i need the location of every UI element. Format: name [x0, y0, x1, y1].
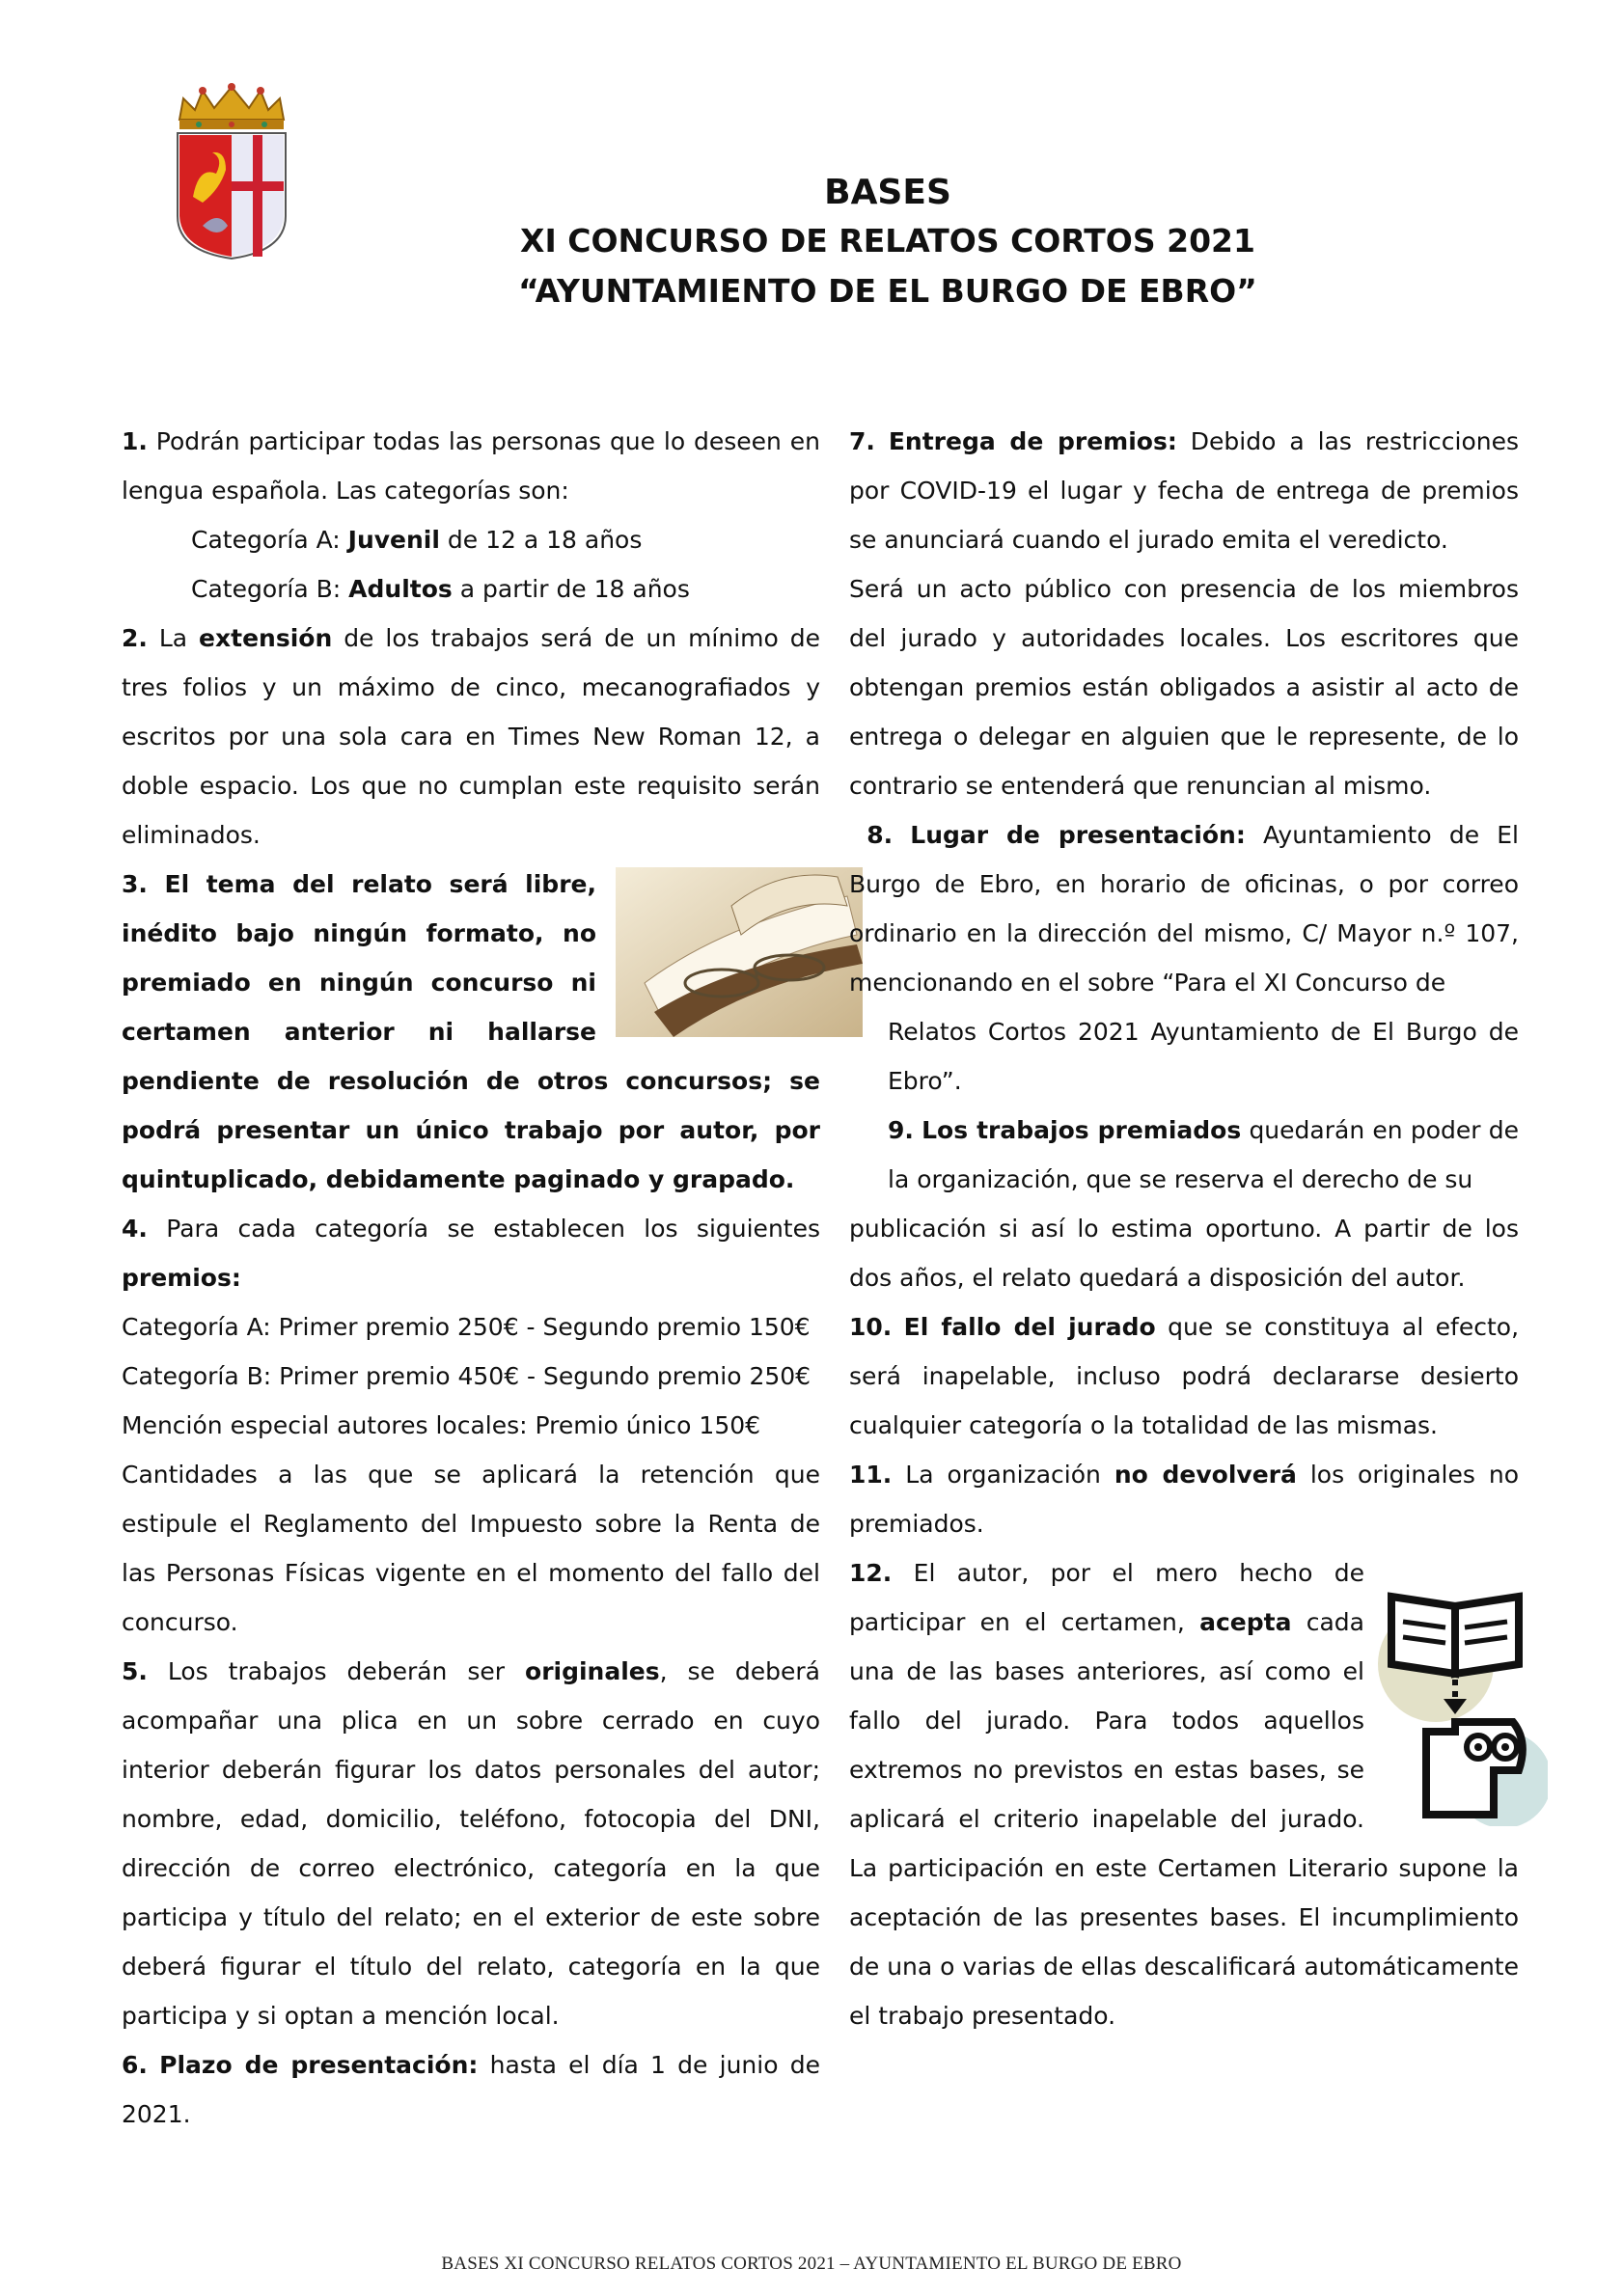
rule-text: Los trabajos deberán ser [167, 1657, 506, 1685]
left-column [122, 417, 820, 2139]
prize-category-a: Categoría A: Primer premio 250€ - Segundo premio 150€ [122, 1313, 811, 1341]
rule-text: Podrán participar todas las personas que lo deseen en lengua española. Las categorías son: [122, 427, 820, 505]
rule-5 [122, 1647, 820, 2040]
rule-number: 9. [888, 1116, 914, 1144]
rule-number: 1. [122, 427, 148, 455]
category-age: a partir de 18 años [459, 575, 690, 603]
coat-of-arms-logo [170, 81, 293, 262]
category-name: Juvenil [347, 526, 440, 554]
category-label: Categoría A: [191, 526, 341, 554]
organizer-title: “AYUNTAMIENTO DE EL BURGO DE EBRO” [518, 272, 1257, 310]
open-book-photo [616, 867, 863, 1037]
rule-10 [849, 1302, 1519, 1450]
rule-text: Para cada categoría se establecen los siguientes [166, 1215, 820, 1243]
rule-3 [122, 860, 820, 1204]
rule-text: Ayuntamiento de El Burgo de Ebro, en horario de oficinas, o por correo ordinario en la dirección del mismo, C/ Mayor n.º 107, mencionando en el sobre “Para el XI Concurso de [849, 821, 1519, 997]
rule-number: 8. [867, 821, 894, 849]
rule-keyword: extensión [199, 624, 333, 652]
rule-keyword: no devolverá [1114, 1461, 1297, 1489]
rule-text: que se constituya al efecto, será inapelable, incluso podrá declararse desierto cualquier categoría o la totalidad de las mismas. [849, 1313, 1520, 1439]
prize-category-b: Categoría B: Primer premio 450€ - Segundo premio 250€ [122, 1362, 812, 1390]
rule-keyword: El fallo del jurado [903, 1313, 1156, 1341]
rule-9-cont: publicación si así lo estima oportuno. A partir de los dos años, el relato quedará a disposición del autor. [849, 1215, 1519, 1292]
rule-keyword: Los trabajos premiados [922, 1116, 1242, 1144]
rule-text: de los trabajos será de un mínimo de tres folios y un máximo de cinco, mecanografiados y escritos por una sola cara en Times New Roman 12, a doble espacio. Los que no cumplan este requisito serán eliminados. [122, 624, 820, 849]
rule-number: 12. [849, 1559, 893, 1587]
category-b [122, 564, 820, 614]
rule-number: 6. [122, 2051, 148, 2079]
rule-number: 2. [122, 624, 148, 652]
category-label: Categoría B: [191, 575, 342, 603]
rule-1 [122, 417, 820, 515]
rule-text: hasta el día 1 de junio de 2021. [122, 2051, 820, 2128]
title-block [367, 170, 1409, 316]
rule-number: 4. [122, 1215, 148, 1243]
category-a [122, 515, 820, 564]
rule-text: La organización [905, 1461, 1101, 1489]
rule-text: quedarán en poder de la organización, que se reserva el derecho de su [888, 1116, 1519, 1193]
page-subtitle: XI CONCURSO DE RELATOS CORTOS 2021 [520, 222, 1255, 260]
rule-text: Debido a las restricciones por COVID-19 el lugar y fecha de entrega de premios se anunciará cuando el jurado emita el veredicto. [849, 427, 1519, 554]
rule-8 [849, 810, 1519, 1007]
rule-7-cont: Será un acto público con presencia de los miembros del jurado y autoridades locales. Los escritores que obtengan premios están obligados a asistir al acto de entrega o delegar en alguien que le represente, de lo contrario se entenderá que renuncian al mismo. [849, 575, 1519, 800]
rule-text: El autor, por el mero hecho de participar en el certamen, [849, 1559, 1364, 1636]
page-footer: BASES XI CONCURSO RELATOS CORTOS 2021 – AYUNTAMIENTO EL BURGO DE EBRO [441, 2254, 1182, 2274]
right-column [849, 417, 1519, 2040]
rule-2 [122, 614, 820, 860]
book-reader-icon [1378, 1568, 1548, 1826]
rule-7 [849, 417, 1519, 564]
rule-keyword: Lugar de presentación: [910, 821, 1246, 849]
rule-text: cada una de las bases anteriores, así como el fallo del jurado. Para todos aquellos extremos no previstos en estas bases, se aplicará el criterio inapelable del jurado. La participación en este Certamen Literario supone la aceptación de las presentes bases. El incumplimiento de una o varias de ellas descalificará automáticamente el trabajo presentado. [849, 1608, 1519, 2030]
rule-keyword: acepta [1199, 1608, 1292, 1636]
prize-local: Mención especial autores locales: Premio único 150€ [122, 1411, 761, 1439]
rule-text: La [158, 624, 188, 652]
rule-number: 7. [849, 427, 875, 455]
page-title: BASES [824, 173, 951, 212]
rule-4 [122, 1204, 820, 1302]
rule-text: los originales no premiados. [849, 1461, 1519, 1538]
rule-text: , se deberá acompañar una plica en un sobre cerrado en cuyo interior deberán figurar los datos personales del autor; nombre, edad, domicilio, teléfono, fotocopia del DNI, dirección de correo electrónico, categoría en la que participa y título del relato; en el exterior de este sobre deberá figurar el título del relato, categoría en la que participa y si optan a mención local. [122, 1657, 821, 2030]
category-name: Adultos [348, 575, 453, 603]
rule-keyword: premios: [122, 1264, 241, 1292]
rule-6 [122, 2040, 820, 2139]
rule-number: 5. [122, 1657, 148, 1685]
rule-number: 3. [122, 870, 148, 898]
tax-note: Cantidades a las que se aplicará la retención que estipule el Reglamento del Impuesto sobre la Renta de las Personas Físicas vigente en el momento del fallo del concurso. [122, 1461, 820, 1636]
rule-9 [888, 1106, 1519, 1204]
rule-text: El tema del relato será libre, inédito bajo ningún formato, no premiado en ningún concurso ni certamen anterior ni hallarse pendiente de resolución de otros concursos; se podrá presentar un único trabajo por autor, por quintuplicado, debidamente paginado y grapado. [122, 870, 820, 1193]
indented-block [849, 1007, 1519, 1204]
category-age: de 12 a 18 años [447, 526, 643, 554]
rule-keyword: Plazo de presentación: [159, 2051, 479, 2079]
rule-number: 11. [849, 1461, 893, 1489]
rule-11 [849, 1450, 1519, 1548]
rule-8-cont: Relatos Cortos 2021 Ayuntamiento de El Burgo de Ebro”. [888, 1018, 1519, 1095]
rule-12 [849, 1548, 1519, 2040]
rule-keyword: Entrega de premios: [888, 427, 1177, 455]
rule-number: 10. [849, 1313, 893, 1341]
rule-keyword: originales [525, 1657, 660, 1685]
